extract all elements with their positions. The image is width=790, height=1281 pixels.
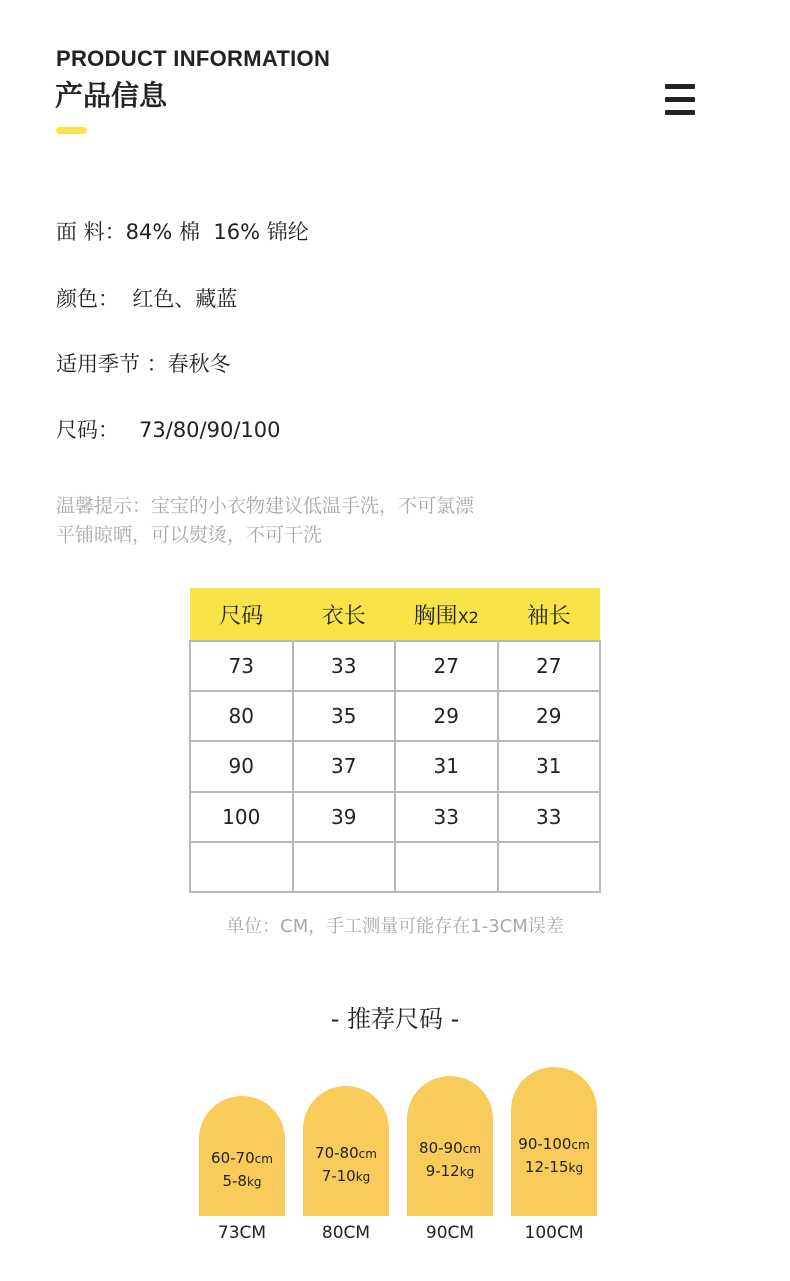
info-sizes: 尺码： 73/80/90/100: [56, 418, 281, 442]
size-label-100: 100CM: [524, 1223, 584, 1243]
weight-range: 12-15kg: [524, 1157, 584, 1176]
care-tip-line-2: 平铺晾晒，可以熨烫，不可干洗: [56, 524, 323, 546]
height-range: 70-80cm: [315, 1144, 377, 1162]
title-cn: 产品信息: [55, 79, 168, 112]
header-chest-suffix: X2: [457, 607, 479, 627]
info-color: 颜色： 红色、藏蓝: [56, 287, 238, 311]
table-cell: [293, 842, 396, 892]
size-table-header: [190, 588, 600, 641]
table-cell: 31: [498, 741, 601, 791]
table-cell: 100: [190, 792, 293, 842]
table-cell: 37: [293, 741, 396, 791]
height-range: 60-70cm: [211, 1149, 273, 1167]
table-cell: [395, 842, 498, 892]
size-arch-90: [407, 1076, 493, 1216]
size-arch-100: [511, 1067, 597, 1216]
size-table: [189, 588, 601, 893]
weight-range: 5-8kg: [222, 1172, 262, 1190]
table-cell: 90: [190, 741, 293, 791]
header-chest: [395, 588, 498, 641]
table-cell: [498, 842, 601, 892]
menu-icon[interactable]: [663, 84, 697, 116]
table-row: [190, 691, 600, 741]
header-length: 衣长: [293, 588, 396, 641]
size-arch-80: [303, 1086, 389, 1216]
table-cell: 80: [190, 691, 293, 741]
table-cell: 73: [190, 641, 293, 691]
height-range: 90-100cm: [518, 1134, 590, 1153]
header-chest-label: 胸围: [413, 603, 458, 629]
table-cell: 31: [395, 741, 498, 791]
weight-range: 7-10kg: [321, 1167, 371, 1185]
unit-note: 单位：CM，手工测量可能存在1-3CM误差: [226, 916, 564, 937]
table-cell: 33: [293, 641, 396, 691]
table-row: [190, 741, 600, 791]
recommend-title: - 推荐尺码 -: [330, 1005, 460, 1033]
title-en: PRODUCT INFORMATION: [56, 46, 331, 71]
size-label-90: 90CM: [425, 1223, 475, 1243]
info-fabric: 面 料：84% 棉 16% 锦纶: [56, 220, 309, 244]
size-label-80: 80CM: [321, 1223, 371, 1243]
title-accent-bar: [56, 127, 87, 134]
care-tip-line-1: 温馨提示：宝宝的小衣物建议低温手洗，不可氯漂: [56, 495, 475, 517]
weight-range: 9-12kg: [425, 1162, 475, 1180]
height-range: 80-90cm: [419, 1139, 481, 1157]
table-cell: 29: [395, 691, 498, 741]
table-row-empty: [190, 842, 600, 892]
table-cell: 27: [395, 641, 498, 691]
size-label-73: 73CM: [217, 1223, 267, 1243]
info-season: 适用季节 ：春秋冬: [56, 352, 231, 376]
table-cell: 33: [498, 792, 601, 842]
table-cell: 29: [498, 691, 601, 741]
table-cell: [190, 842, 293, 892]
table-cell: 33: [395, 792, 498, 842]
table-cell: 27: [498, 641, 601, 691]
header-size: 尺码: [190, 588, 293, 641]
table-row: [190, 641, 600, 691]
size-arch-73: [199, 1096, 285, 1216]
header-sleeve: 袖长: [498, 588, 601, 641]
table-cell: 39: [293, 792, 396, 842]
table-cell: 35: [293, 691, 396, 741]
table-row: [190, 792, 600, 842]
